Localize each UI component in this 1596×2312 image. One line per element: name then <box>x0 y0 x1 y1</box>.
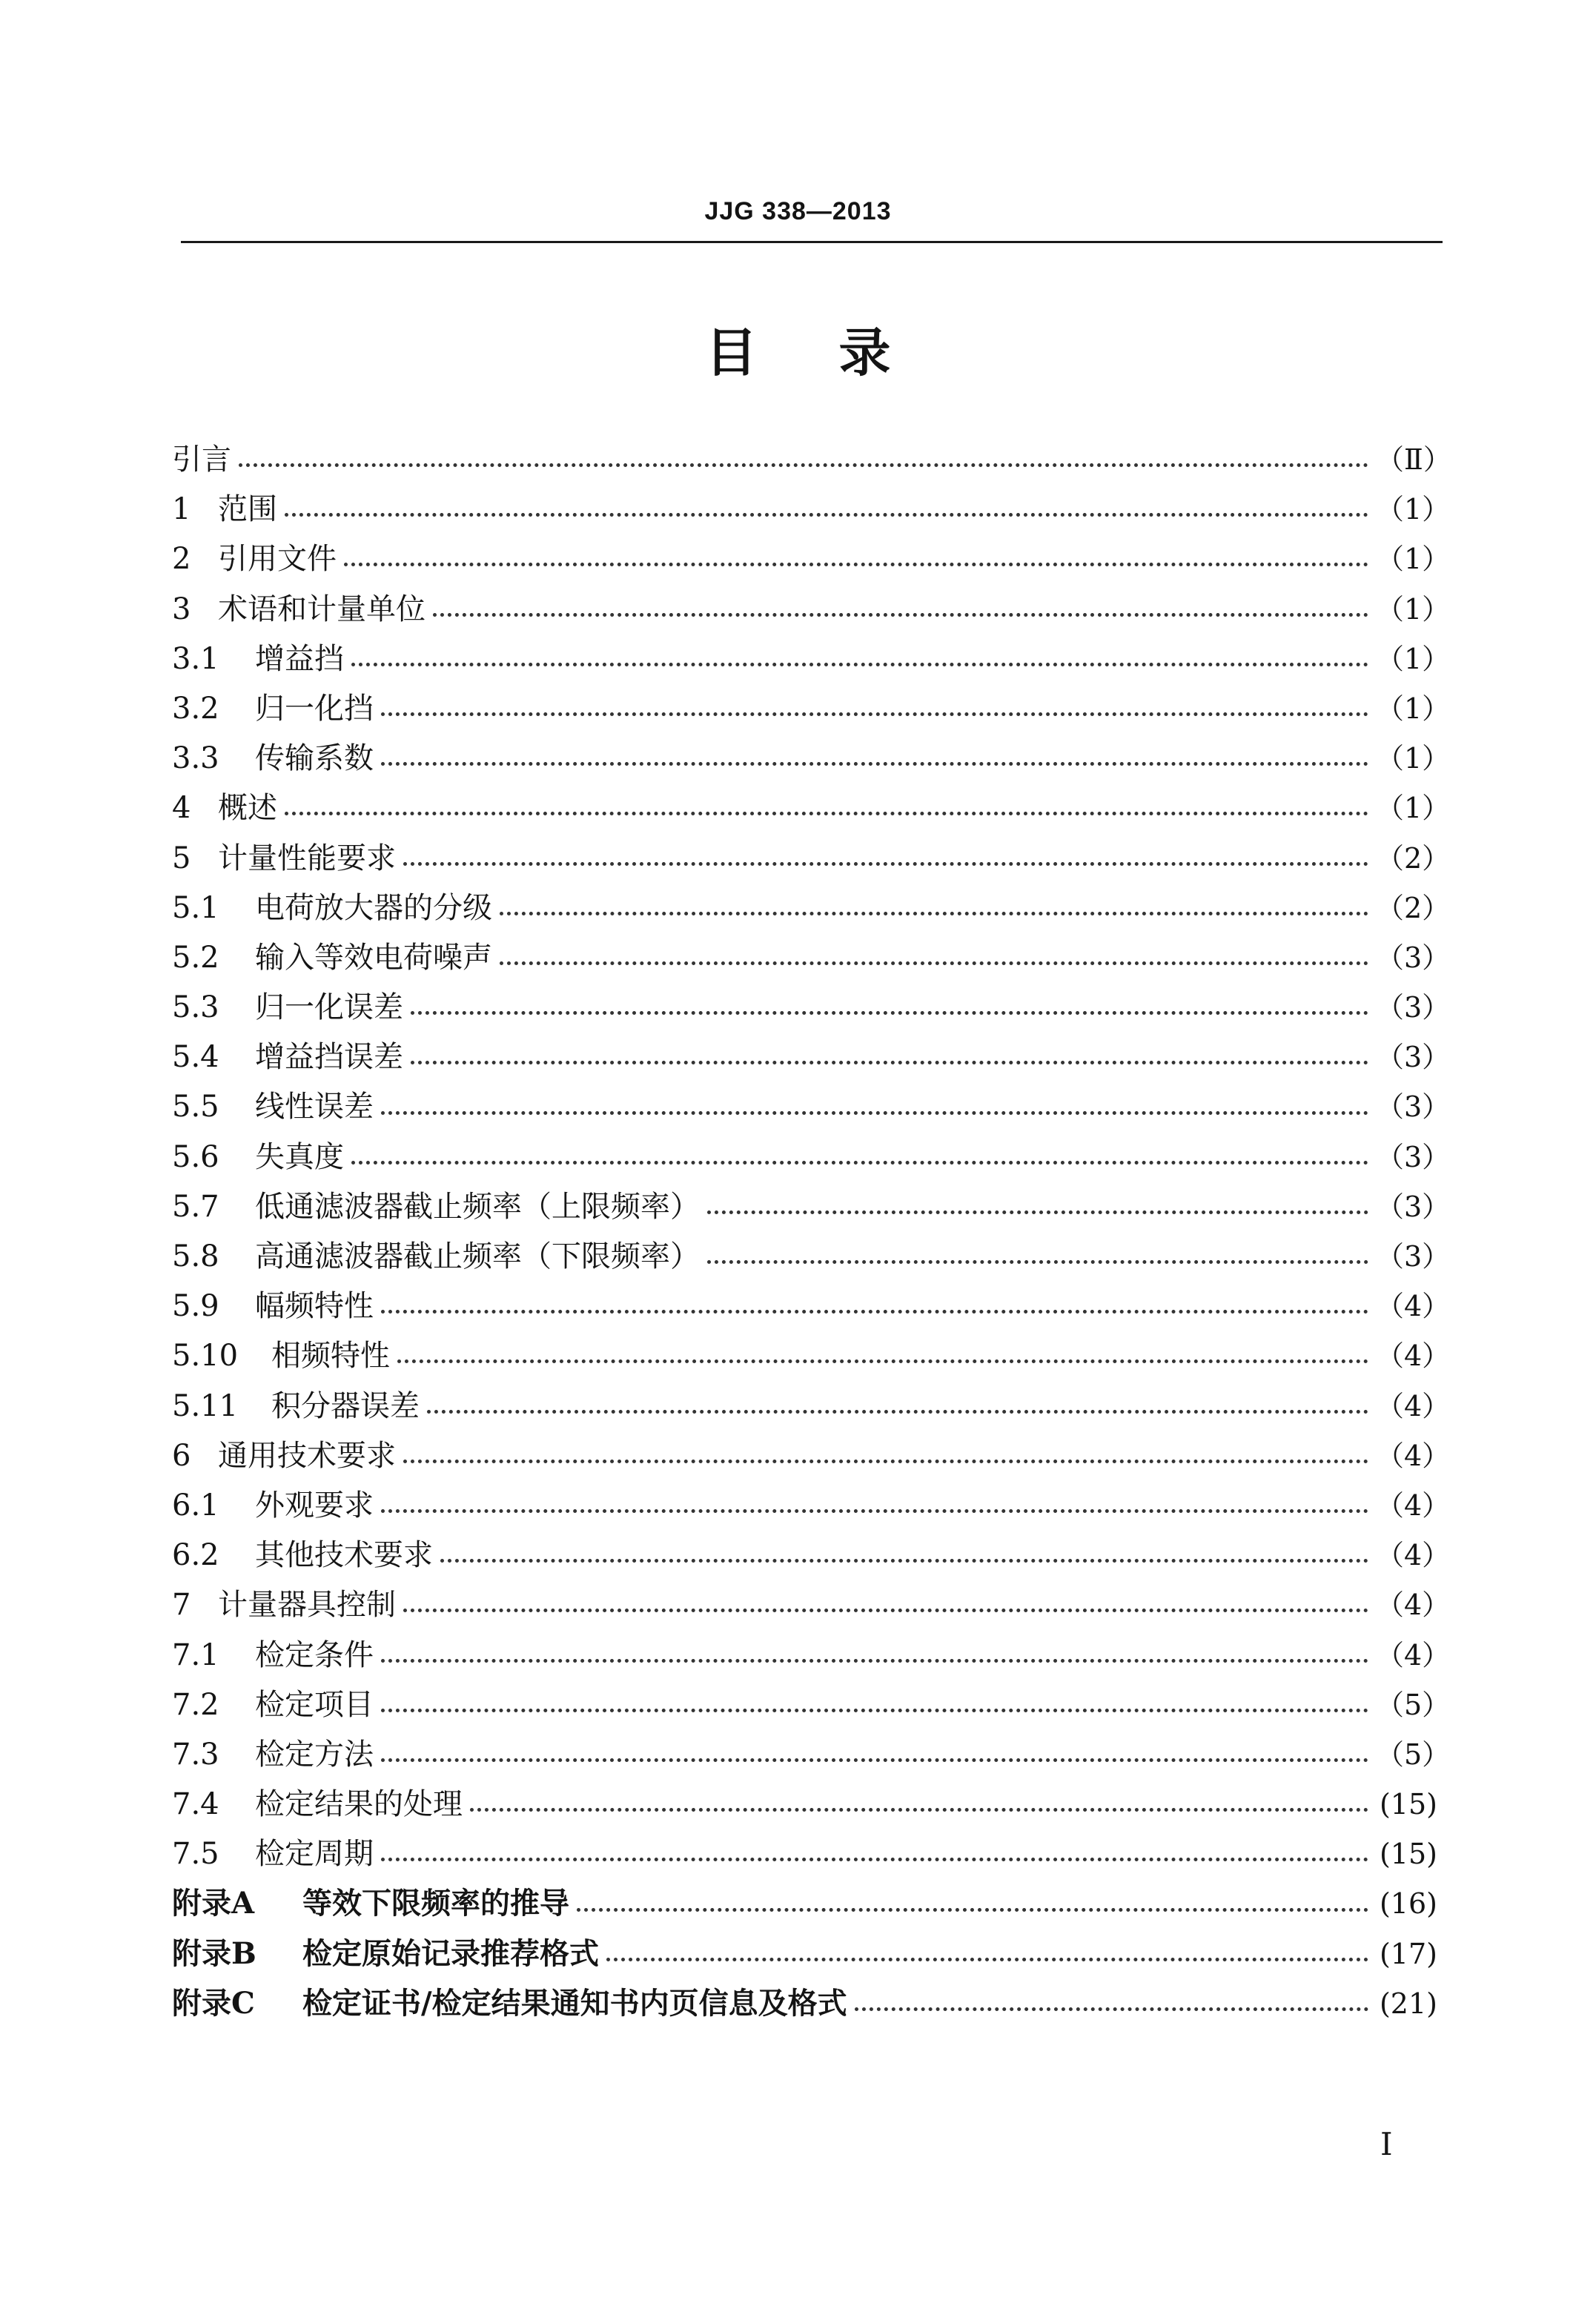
toc-entry-label: 线性误差 <box>255 1090 374 1124</box>
toc-entry[interactable] <box>172 1083 1451 1133</box>
dot-leader <box>381 1858 1368 1861</box>
page-number: I <box>1380 2126 1393 2162</box>
toc-entry-label: 通用技术要求 <box>218 1438 396 1473</box>
dot-leader <box>707 1260 1368 1264</box>
toc-entry-page: （4） <box>1376 1339 1451 1373</box>
toc-entry-label: 范围 <box>218 492 277 527</box>
toc-entry-label: 输入等效电荷噪声 <box>255 940 492 975</box>
toc-entry-number: 7.5 <box>172 1837 219 1872</box>
dot-leader <box>381 712 1368 716</box>
toc-entry-appendix[interactable] <box>172 1880 1441 1930</box>
toc-entry[interactable] <box>172 1531 1451 1581</box>
toc-entry-label: 其他技术要求 <box>255 1538 433 1573</box>
toc-entry-appendix[interactable] <box>172 1980 1441 2030</box>
toc-entry-number: 1 <box>172 492 191 527</box>
toc-entry-label: 检定证书/检定结果通知书内页信息及格式 <box>302 1985 847 2021</box>
toc-entry[interactable] <box>172 1581 1451 1631</box>
toc-entry-page: （4） <box>1376 1589 1451 1622</box>
toc-entry-number: 6.1 <box>172 1488 219 1523</box>
dot-leader <box>403 862 1368 866</box>
dot-leader <box>577 1908 1368 1912</box>
toc-entry-page: (15) <box>1379 1788 1437 1821</box>
toc-entry-label: 高通滤波器截止频率（下限频率） <box>255 1239 700 1273</box>
dot-leader <box>381 1709 1368 1712</box>
toc-entry-number: 5.3 <box>172 990 219 1025</box>
toc-entry-page: （2） <box>1376 841 1451 875</box>
dot-leader <box>381 1310 1368 1314</box>
toc-entry-label: 失真度 <box>255 1139 344 1174</box>
toc-entry-page: （1） <box>1376 493 1451 526</box>
toc-entry-page: （4） <box>1376 1539 1451 1572</box>
toc-entry-page: （3） <box>1376 991 1451 1024</box>
toc-entry-number: 3.1 <box>172 641 219 676</box>
toc-entry-number: 3.2 <box>172 691 219 726</box>
toc-entry[interactable] <box>172 1731 1451 1781</box>
dot-leader <box>470 1808 1368 1812</box>
toc-entry-label: 幅频特性 <box>255 1289 374 1324</box>
toc-entry-number: 5 <box>172 841 191 875</box>
toc-entry-label: 概述 <box>218 791 277 826</box>
toc-entry-number: 7 <box>172 1588 191 1623</box>
toc-entry-label: 引用文件 <box>218 542 337 577</box>
dot-leader <box>707 1210 1368 1214</box>
dot-leader <box>500 912 1368 915</box>
toc-entry-label: 检定项目 <box>255 1687 374 1722</box>
dot-leader <box>381 1758 1368 1762</box>
dot-leader <box>397 1359 1368 1363</box>
toc-entry[interactable] <box>172 735 1451 784</box>
toc-entry-page: （4） <box>1376 1439 1451 1472</box>
toc-entry[interactable] <box>172 1332 1451 1382</box>
toc-entry-label: 归一化挡 <box>255 691 374 726</box>
toc-entry[interactable] <box>172 1632 1451 1681</box>
dot-leader <box>351 1161 1368 1165</box>
toc-entry[interactable] <box>172 586 1451 635</box>
toc-entry-number: 附录B <box>172 1935 256 1971</box>
toc-entry[interactable] <box>172 1183 1451 1233</box>
toc-entry-label: 电荷放大器的分级 <box>255 890 492 925</box>
toc-entry-label: 检定结果的处理 <box>255 1787 463 1822</box>
toc-entry-number: 5.4 <box>172 1040 219 1075</box>
toc-entry-number: 5.2 <box>172 940 219 975</box>
toc-entry-page: （1） <box>1376 692 1451 725</box>
toc-entry[interactable] <box>172 1033 1451 1083</box>
toc-entry-label: 引言 <box>172 443 231 477</box>
toc-entry-label: 计量性能要求 <box>218 841 396 875</box>
toc-entry-number: 6.2 <box>172 1538 219 1573</box>
toc-entry-number: 附录C <box>172 1985 255 2021</box>
toc-entry-page: （5） <box>1376 1688 1451 1721</box>
dot-leader <box>351 663 1368 666</box>
toc-entry[interactable] <box>172 884 1451 934</box>
toc-entry-number: 5.6 <box>172 1139 219 1174</box>
toc-entry-number: 5.10 <box>172 1339 239 1374</box>
toc-entry-page: （3） <box>1376 1140 1451 1173</box>
dot-leader <box>381 1111 1368 1115</box>
toc-entry-label: 检定周期 <box>255 1837 374 1872</box>
document-code: JJG 338—2013 <box>704 197 892 225</box>
toc-entry-page: （2） <box>1376 891 1451 924</box>
toc-entry-page: （Ⅱ） <box>1376 443 1451 476</box>
dot-leader <box>411 1011 1368 1015</box>
dot-leader <box>381 1659 1368 1663</box>
dot-leader <box>344 563 1368 566</box>
toc-entry-number: 4 <box>172 791 191 826</box>
toc-entry-label: 归一化误差 <box>255 990 403 1025</box>
toc-entry-page: （1） <box>1376 642 1451 675</box>
toc-entry-page: (21) <box>1379 1987 1437 2020</box>
toc-entry-label: 检定原始记录推荐格式 <box>302 1935 599 1971</box>
toc-entry-intro[interactable] <box>172 436 1451 486</box>
dot-leader <box>606 1958 1368 1961</box>
toc-entry[interactable] <box>172 784 1451 834</box>
dot-leader <box>381 762 1368 766</box>
toc-entry-label: 增益挡误差 <box>255 1040 403 1075</box>
toc-entry[interactable] <box>172 486 1451 535</box>
dot-leader <box>381 1509 1368 1513</box>
header-rule <box>181 241 1443 243</box>
toc-entry[interactable] <box>172 1830 1441 1880</box>
toc-entry[interactable] <box>172 934 1451 984</box>
dot-leader <box>440 1559 1368 1563</box>
toc-entry[interactable] <box>172 984 1451 1033</box>
toc-entry-page: （1） <box>1376 592 1451 626</box>
page-title: 目录 <box>705 322 973 383</box>
dot-leader <box>411 1061 1368 1064</box>
toc-entry-label: 相频特性 <box>271 1339 390 1374</box>
toc-entry-page: （3） <box>1376 1240 1451 1273</box>
dot-leader <box>855 2007 1368 2011</box>
toc-entry-page: （1） <box>1376 543 1451 576</box>
dot-leader <box>285 812 1368 815</box>
dot-leader <box>403 1460 1368 1463</box>
toc-entry-page: （3） <box>1376 1041 1451 1074</box>
toc-entry[interactable] <box>172 685 1451 735</box>
dot-leader <box>433 613 1368 617</box>
toc-entry-label: 检定方法 <box>255 1737 374 1772</box>
toc-entry-number: 7.2 <box>172 1687 219 1722</box>
dot-leader <box>239 463 1368 467</box>
toc-entry-page: （4） <box>1376 1290 1451 1323</box>
toc-entry-label: 术语和计量单位 <box>218 592 426 626</box>
toc-entry-number: 6 <box>172 1438 191 1473</box>
toc-entry-page: （4） <box>1376 1488 1451 1522</box>
toc-entry-appendix[interactable] <box>172 1930 1441 1980</box>
toc-entry-page: （3） <box>1376 941 1451 974</box>
toc-entry-page: (17) <box>1379 1937 1437 1970</box>
toc-entry-label: 检定条件 <box>255 1637 374 1672</box>
toc-entry-number: 5.11 <box>172 1388 239 1423</box>
toc-entry-number: 7.4 <box>172 1787 219 1822</box>
dot-leader <box>427 1410 1368 1414</box>
toc-entry[interactable] <box>172 1133 1451 1183</box>
toc-entry[interactable] <box>172 1432 1451 1482</box>
toc-entry-number: 3 <box>172 592 191 626</box>
toc-entry-page: （3） <box>1376 1090 1451 1124</box>
toc-entry-number: 5.5 <box>172 1090 219 1124</box>
toc-entry-page: （1） <box>1376 742 1451 775</box>
toc-entry-page: (15) <box>1379 1838 1437 1871</box>
dot-leader <box>285 513 1368 517</box>
toc-entry-number: 3.3 <box>172 741 219 776</box>
toc-entry-number: 7.1 <box>172 1637 219 1672</box>
toc-entry-number: 附录A <box>172 1886 255 1921</box>
toc-entry[interactable] <box>172 1233 1451 1282</box>
toc-entry-label: 外观要求 <box>255 1488 374 1523</box>
toc-entry[interactable] <box>172 1482 1451 1531</box>
toc-entry-page: （4） <box>1376 1638 1451 1672</box>
toc-entry[interactable] <box>172 1681 1451 1731</box>
toc-entry-label: 增益挡 <box>255 641 344 676</box>
dot-leader <box>500 961 1368 965</box>
toc-entry-page: （3） <box>1376 1190 1451 1223</box>
toc-entry-label: 计量器具控制 <box>218 1588 396 1623</box>
toc-entry-page: （5） <box>1376 1738 1451 1771</box>
toc-entry-number: 5.8 <box>172 1239 219 1273</box>
toc-entry-number: 2 <box>172 542 191 577</box>
toc-entry[interactable] <box>172 1382 1451 1432</box>
toc-entry-number: 7.3 <box>172 1737 219 1772</box>
toc-entry-label: 等效下限频率的推导 <box>302 1886 569 1921</box>
toc-entry[interactable] <box>172 835 1451 884</box>
toc-entry-label: 积分器误差 <box>271 1388 420 1423</box>
toc-entry-number: 5.7 <box>172 1189 219 1224</box>
dot-leader <box>403 1609 1368 1612</box>
table-of-contents <box>172 436 1451 2030</box>
toc-entry[interactable] <box>172 635 1451 685</box>
toc-entry-page: （4） <box>1376 1389 1451 1422</box>
toc-entry-number: 5.1 <box>172 890 219 925</box>
toc-entry-label: 低通滤波器截止频率（上限频率） <box>255 1189 700 1224</box>
toc-entry-page: (16) <box>1379 1887 1437 1921</box>
toc-entry[interactable] <box>172 1781 1441 1830</box>
toc-entry[interactable] <box>172 535 1451 585</box>
toc-entry-label: 传输系数 <box>255 741 374 776</box>
toc-entry-page: （1） <box>1376 792 1451 825</box>
toc-entry-number: 5.9 <box>172 1289 219 1324</box>
toc-entry[interactable] <box>172 1282 1451 1332</box>
